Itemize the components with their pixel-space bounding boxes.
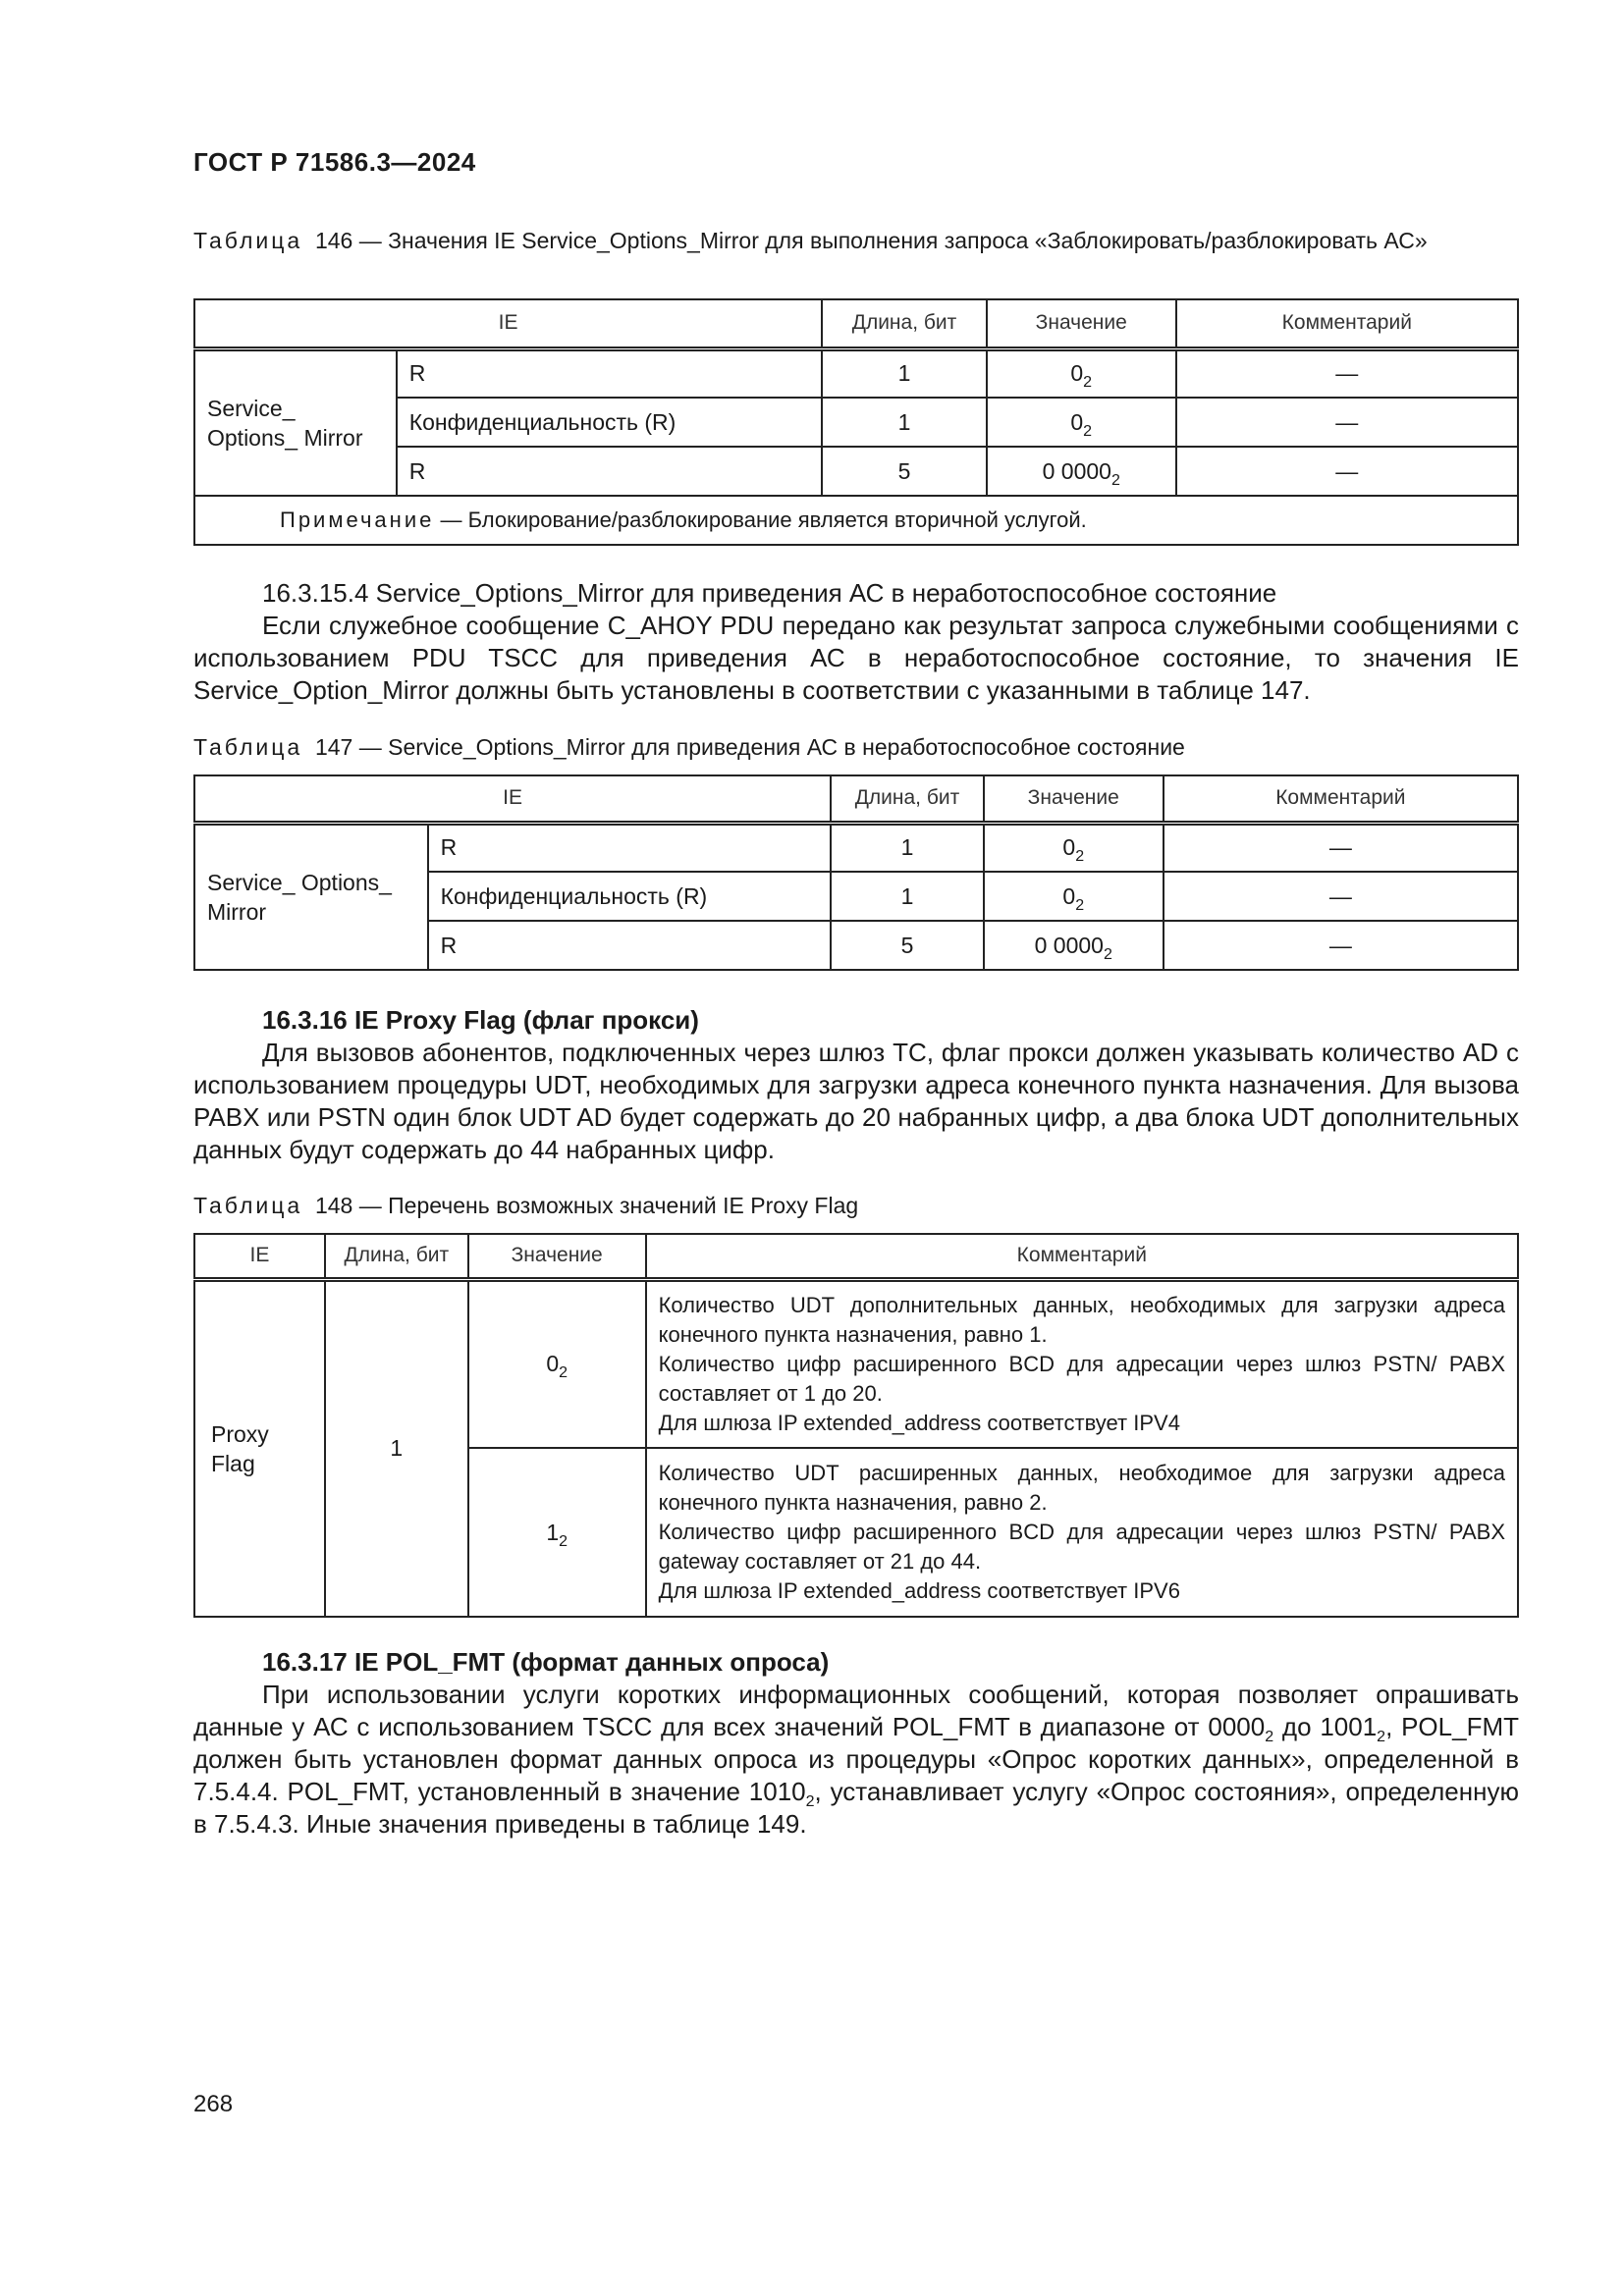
field-value: $0_2$ — [468, 1279, 646, 1448]
caption-label: Таблица — [193, 734, 303, 760]
field-value: $0_2$ — [984, 823, 1164, 872]
col-header-value: Значение — [468, 1234, 646, 1279]
caption-label: Таблица — [193, 1193, 303, 1218]
table-row — [194, 348, 1518, 398]
field-value: $1_2$ — [468, 1448, 646, 1617]
field-length: 1 — [822, 398, 987, 447]
field-name: R — [397, 447, 822, 496]
field-name: R — [397, 348, 822, 398]
ie-cell: Proxy Flag — [194, 1279, 325, 1617]
field-length: 5 — [822, 447, 987, 496]
field-comment: — — [1176, 348, 1518, 398]
section-16-3-17 — [193, 1646, 1519, 1841]
col-header-comment: Комментарий — [1176, 299, 1518, 348]
col-header-length: Длина, бит — [822, 299, 987, 348]
table-148 — [193, 1233, 1519, 1618]
table-147 — [193, 774, 1519, 971]
field-value: $0_2$ — [987, 398, 1176, 447]
section-16-3-16 — [193, 1004, 1519, 1166]
page-number: 268 — [193, 2091, 234, 2117]
table-147-caption — [193, 732, 1519, 763]
field-name: R — [428, 823, 831, 872]
note-text: — Блокирование/разблокирование является вторичной услугой. — [434, 507, 1087, 532]
ie-group-cell: Service_ Options_ Mirror — [194, 823, 428, 970]
table-146-caption — [193, 226, 1519, 256]
section-heading: 16.3.15.4 Service_Options_Mirror для приведения АС в неработоспособное состояние — [262, 578, 1277, 608]
table-row — [194, 1279, 1518, 1448]
field-comment: — — [1176, 398, 1518, 447]
field-comment: Количество UDT расширенных данных, необходимое для загрузки адреса конечного пункта назначения, равно 2. Количество цифр расширенного BCD для адресации через шлюз PSTN/ PABX gateway составляет от 21 до 44. Для шлюза IP extended_address соответствует IPV6 — [646, 1448, 1518, 1617]
field-length: 1 — [831, 872, 984, 921]
field-comment: — — [1164, 921, 1518, 970]
table-146 — [193, 298, 1519, 546]
field-value: 0 $0000_2$ — [987, 447, 1176, 496]
col-header-comment: Комментарий — [1164, 775, 1518, 823]
section-body: При использовании услуги коротких информационных сообщений, которая позволяет опрашивать данные у АС с использованием TSCC для всех значений POL_FMT в диапазоне от $0000_2$ до $1001_2$, POL_FMT должен быть установлен формат данных опроса из процедуры «Опрос коротких данных», определенной в 7.5.4.4. POL_FMT, установленный в значение $1010_2$, устанавливает услугу «Опрос состояния», определенную в 7.5.4.3. Иные значения приведены в таблице 149. — [193, 1680, 1519, 1839]
col-header-length: Длина, бит — [831, 775, 984, 823]
caption-text: 148 — Перечень возможных значений IE Proxy Flag — [314, 1193, 859, 1218]
col-header-ie: IE — [194, 299, 822, 348]
col-header-length: Длина, бит — [325, 1234, 468, 1279]
col-header-ie: IE — [194, 775, 831, 823]
field-comment: — — [1164, 872, 1518, 921]
col-header-value: Значение — [984, 775, 1164, 823]
field-value: $0_2$ — [984, 872, 1164, 921]
table-148-caption — [193, 1191, 1519, 1221]
caption-text: 146 — Значения IE Service_Options_Mirror для выполнения запроса «Заблокировать/разблокировать АС» — [314, 228, 1428, 253]
section-16-3-15-4 — [193, 577, 1519, 707]
field-name: Конфиденциальность (R) — [397, 398, 822, 447]
field-length: 1 — [831, 823, 984, 872]
field-length: 5 — [831, 921, 984, 970]
col-header-value: Значение — [987, 299, 1176, 348]
field-value: 0 $0000_2$ — [984, 921, 1164, 970]
field-comment: — — [1176, 447, 1518, 496]
section-heading: 16.3.16 IE Proxy Flag (флаг прокси) — [262, 1005, 699, 1035]
field-length: 1 — [822, 348, 987, 398]
section-heading: 16.3.17 IE POL_FMT (формат данных опроса) — [262, 1647, 830, 1677]
field-name: R — [428, 921, 831, 970]
caption-text: 147 — Service_Options_Mirror для приведения АС в неработоспособное состояние — [314, 734, 1185, 760]
caption-label: Таблица — [193, 228, 303, 253]
col-header-ie: IE — [194, 1234, 325, 1279]
document-header: ГОСТ Р 71586.3—2024 — [193, 147, 476, 177]
field-value: $0_2$ — [987, 348, 1176, 398]
table-row — [194, 823, 1518, 872]
ie-group-cell: Service_ Options_ Mirror — [194, 348, 397, 496]
field-comment: Количество UDT дополнительных данных, необходимых для загрузки адреса конечного пункта назначения, равно 1. Количество цифр расширенного BCD для адресации через шлюз PSTN/ PABX составляет от 1 до 20. Для шлюза IP extended_address соответствует IPV4 — [646, 1279, 1518, 1448]
field-comment: — — [1164, 823, 1518, 872]
note-label: Примечание — [280, 507, 435, 532]
table-note — [194, 496, 1518, 545]
length-cell: 1 — [325, 1279, 468, 1617]
section-body: Для вызовов абонентов, подключенных через шлюз ТС, флаг прокси должен указывать количество AD с использованием процедуры UDT, необходимых для загрузки адреса конечного пункта назначения. Для вызова PABX или PSTN один блок UDT AD будет содержать до 20 набранных цифр, а два блока UDT дополнительных данных будут содержать до 44 набранных цифр. — [193, 1038, 1519, 1164]
field-name: Конфиденциальность (R) — [428, 872, 831, 921]
col-header-comment: Комментарий — [646, 1234, 1518, 1279]
section-body: Если служебное сообщение C_AHOY PDU передано как результат запроса служебными сообщениями с использованием PDU TSCC для приведения АС в неработоспособное состояние, то значения IE Service_Option_Mirror должны быть установлены в соответствии с указанными в таблице 147. — [193, 611, 1519, 705]
